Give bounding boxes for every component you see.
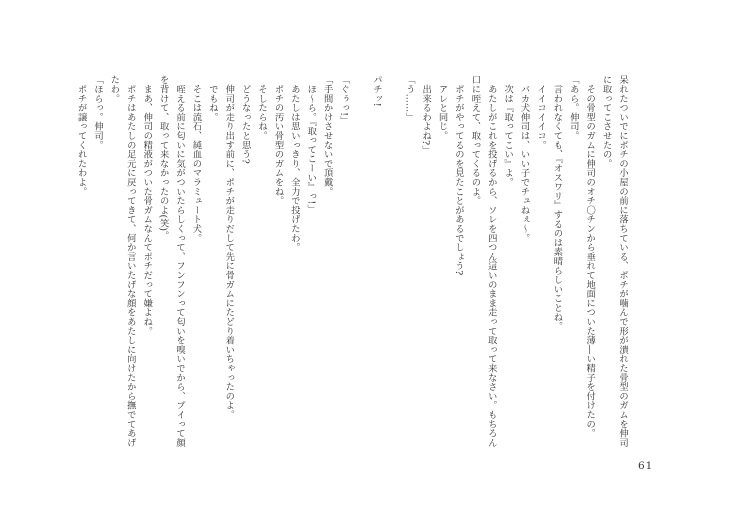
paragraph: 「ぐぅっ!」 xyxy=(338,75,350,126)
paragraph: 咥える前に匂いに気がついたらしくって、フンフンって匂いを嗅いでから、プイって顔を背けて、取って来なかったのよ(笑)。 xyxy=(157,75,186,447)
paragraph: ほ〜ら。『取ってこーい』っ!」 xyxy=(305,75,317,214)
paragraph: 言われなくても、『オスワリ』するのは素晴らしいことね。 xyxy=(551,75,563,331)
paragraph: ポチはあたしの足元に戻ってきて、何か言いたげな顔をあたしに向けたから撫でてあげたわ。 xyxy=(108,75,136,447)
paragraph: 「う……」 xyxy=(403,75,415,122)
paragraph: あたしがこれを投げるから、ソレを四つん這いのまま走って取って来なさい。もちろん口に咥えて、取ってくるのよ。 xyxy=(469,75,497,447)
paragraph: あたしは思いっきり、全力で投げたわ。 xyxy=(288,75,300,252)
paragraph: そしたらね。 xyxy=(256,75,268,141)
paragraph: どうなったと思う? xyxy=(239,75,251,164)
paragraph: 次は『取ってこい』よ。 xyxy=(502,75,514,187)
paragraph: 呆れたついでにポチの小屋の前に落ちている、ポチが噛んで形が潰れた骨型のガムを伸司に取ってこさせたの。 xyxy=(600,75,628,447)
paragraph: ポチが譲ってくれたわよ。 xyxy=(75,75,87,196)
paragraph: でもね。 xyxy=(206,75,218,122)
paragraph: イイコイイコ。 xyxy=(534,75,546,150)
blank-line xyxy=(351,75,367,447)
paragraph: 伸司が走り出す前に、ポチが走りだして先に骨ガムにたどり着いちゃったのよ。 xyxy=(223,75,235,420)
blank-line xyxy=(384,75,400,447)
body-text xyxy=(68,75,630,447)
paragraph: 「ほらっ。伸司。 xyxy=(92,75,103,150)
paragraph: バカ犬伸司は、いい子でチュねぇ〜。 xyxy=(518,75,530,243)
paragraph: まあ、伸司の精液がついた骨ガムなんてポチだって嫌よね。 xyxy=(141,75,153,336)
page-number: 61 xyxy=(638,460,654,472)
paragraph: そこは流石、純血のマラミュート犬。 xyxy=(190,75,202,243)
paragraph: 「手間かけさせないで頂戴。 xyxy=(321,75,333,196)
paragraph: ポチがやってるのを見たことがあるでしょう? xyxy=(452,75,464,276)
paragraph: パチッ! xyxy=(370,75,382,107)
paragraph: ポチの汚い骨型のガムをね。 xyxy=(272,75,284,206)
paragraph: 「あら。伸司。 xyxy=(567,75,579,141)
paragraph: 出来るわよね?」 xyxy=(420,75,432,155)
paragraph: その骨型のガムに伸司のオチ〇チンから垂れて地面についた薄―い精子を付けたの。 xyxy=(584,75,596,438)
paragraph: アレと同じ。 xyxy=(436,75,448,141)
